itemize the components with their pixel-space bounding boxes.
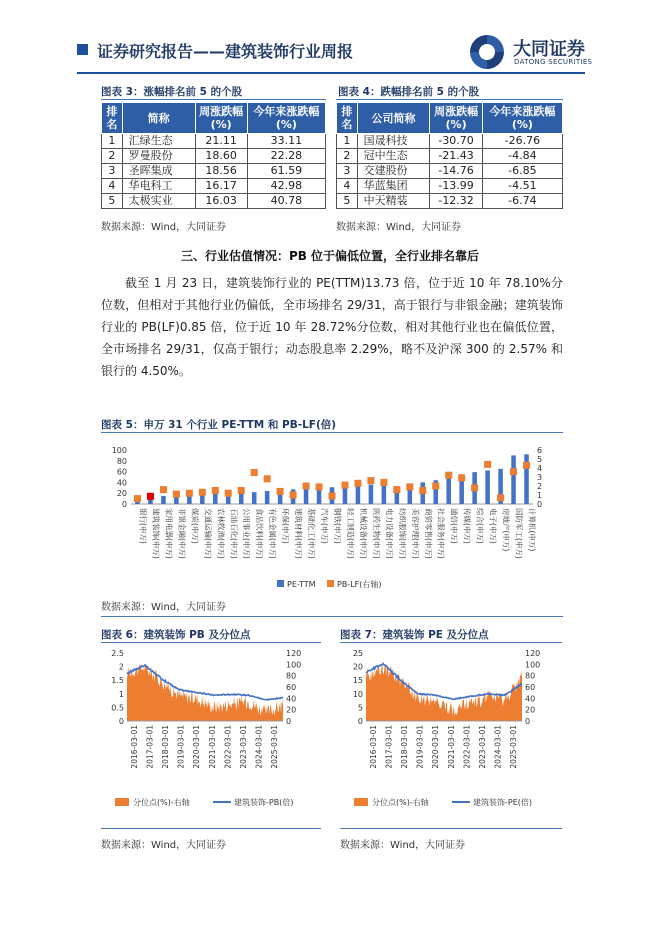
y-tick-label: 0 — [357, 717, 363, 726]
table-cell: 2 — [337, 149, 358, 164]
table-header-row — [337, 103, 563, 134]
y-tick-label: 15 — [352, 676, 363, 686]
marker-pb-lf — [251, 469, 258, 476]
table-cell: 42.98 — [247, 179, 325, 194]
x-tick-label: 商贸零售(申万) — [423, 508, 433, 559]
table-cell: 61.59 — [247, 164, 325, 179]
marker-pb-lf — [238, 487, 245, 494]
x-tick-label: 机械设备(申万) — [358, 508, 368, 559]
legend-label-pb: PB-LF(右轴) — [337, 580, 382, 589]
x-tick-label: 汽车(申万) — [320, 508, 330, 544]
marker-pb-lf — [186, 490, 193, 497]
report-title: 证券研究报告——建筑装饰行业周报 — [97, 42, 354, 61]
table-cell: 华电科工 — [122, 179, 195, 194]
x-tick-label: 综合(申万) — [475, 508, 485, 544]
x-tick-label: 2021-03-01 — [207, 725, 217, 769]
marker-pb-lf — [160, 486, 167, 493]
x-tick-label: 2024-03-01 — [254, 725, 264, 769]
y2-tick-label: 40 — [525, 694, 536, 704]
x-tick-label: 医药生物(申万) — [371, 508, 381, 559]
x-tick-label: 2023-03-01 — [478, 725, 487, 769]
chart7-svg — [340, 645, 562, 815]
marker-pb-lf — [458, 474, 465, 481]
bar-pe-ttm — [511, 455, 516, 504]
table-cell: -6.74 — [482, 194, 562, 209]
x-tick-label: 2016-03-01 — [368, 725, 378, 769]
table-cell: 3 — [102, 164, 123, 179]
chart6-svg — [101, 645, 321, 815]
x-tick-label: 2018-03-01 — [400, 725, 409, 769]
x-tick-label: 计算机(申万) — [527, 508, 537, 552]
table-cell: 21.11 — [195, 134, 247, 149]
x-tick-label: 2019-03-01 — [415, 725, 425, 769]
bar-pe-ttm — [446, 478, 451, 504]
y2-tick-label: 60 — [286, 683, 297, 692]
x-tick-label: 2019-03-01 — [176, 725, 186, 769]
section-paragraph: 截至 1 月 23 日，建筑装饰行业的 PE(TTM)13.73 倍，位于近 10 年 78.10%分位数，但相对于其他行业仍偏低，全市场排名 29/31，高于银行与非银金融；建筑装饰行业的 PB(LF)0.85 倍，位于近 10 年 28.72%分位数，相对其他行业也在偏低位置，全市场排名 29/31，仅高于银行；动态股息率 2.29%，略不及沪深 300 的 2.57% 和银行的 4.50%。 — [101, 276, 563, 378]
y2-tick-label: 3 — [537, 473, 543, 482]
table-cell: 中天精装 — [357, 194, 430, 209]
legend-swatch-pe — [277, 580, 284, 587]
table-cell: 2 — [102, 149, 123, 164]
x-tick-label: 2017-03-01 — [384, 725, 394, 769]
y-tick-label: 25 — [352, 649, 363, 658]
x-tick-label: 非银金融(申万) — [177, 508, 187, 559]
table-cell: 18.60 — [195, 149, 247, 164]
table-cell: 4 — [102, 179, 123, 194]
x-tick-label: 轻工制造(申万) — [345, 508, 355, 559]
marker-pb-lf — [523, 462, 530, 469]
table-row — [337, 179, 563, 194]
y-tick-label: 0 — [118, 717, 124, 726]
table-header-cell: 今年来涨跌幅(%) — [482, 103, 562, 134]
table-cell: 5 — [337, 194, 358, 209]
y2-tick-label: 0 — [525, 717, 531, 726]
table4-rule — [336, 99, 563, 100]
x-tick-label: 农林牧渔(申万) — [216, 508, 226, 559]
marker-pb-lf — [497, 494, 504, 501]
legend-label-percentile: 分位点(%)-右轴 — [372, 798, 429, 807]
table-cell: 冠中生态 — [357, 149, 430, 164]
x-tick-label: 银行(申万) — [138, 508, 148, 544]
table-header-cell: 今年来涨跌幅(%) — [247, 103, 325, 134]
x-tick-label: 家用电器(申万) — [164, 508, 174, 559]
bar-pe-ttm — [213, 493, 218, 504]
x-tick-label: 石油石化(申万) — [229, 508, 239, 559]
y-tick-label: 80 — [116, 456, 127, 466]
y-tick-label: 100 — [111, 446, 127, 455]
table-cell: 16.03 — [195, 194, 247, 209]
x-tick-label: 2024-03-01 — [493, 725, 503, 769]
bar-pe-ttm — [524, 454, 529, 504]
table3 — [101, 102, 326, 209]
y2-tick-label: 0 — [286, 717, 292, 726]
y-tick-label: 10 — [352, 689, 363, 699]
legend-label-line: 建筑装饰-PB(倍) — [234, 798, 294, 807]
chart5-bottom-rule — [101, 616, 563, 617]
y-tick-label: 1.5 — [111, 676, 124, 686]
table-cell: -14.76 — [430, 164, 482, 179]
table-cell: 汇绿生态 — [122, 134, 195, 149]
table-header-row — [102, 103, 326, 134]
chart6-bottom-rule — [101, 828, 321, 829]
y2-tick-label: 2 — [537, 482, 543, 491]
y-tick-label: 2 — [118, 662, 124, 672]
company-logo — [467, 32, 607, 72]
table-header-cell: 周涨跌幅(%) — [195, 103, 247, 134]
x-tick-label: 2016-03-01 — [129, 725, 139, 769]
y2-tick-label: 120 — [525, 649, 541, 658]
marker-pb-lf — [367, 477, 374, 484]
table-header-cell: 排名 — [102, 103, 123, 134]
y2-tick-label: 60 — [525, 683, 536, 692]
table-row — [337, 134, 563, 149]
marker-pb-lf — [277, 488, 284, 495]
x-tick-label: 建筑装饰(申万) — [151, 508, 161, 559]
x-tick-label: 2020-03-01 — [431, 725, 441, 769]
bar-pe-ttm — [239, 493, 244, 504]
marker-pb-lf — [173, 491, 180, 498]
x-tick-label: 钢铁(申万) — [333, 508, 342, 544]
x-tick-label: 房地产(申万) — [501, 508, 511, 552]
logo-mark-icon — [467, 32, 507, 72]
table-cell: 1 — [337, 134, 358, 149]
table-cell: -4.84 — [482, 149, 562, 164]
y2-tick-label: 4 — [537, 464, 543, 473]
chart5-title: 图表 5：申万 31 个行业 PE-TTM 和 PB-LF(倍) — [101, 419, 337, 431]
table-cell: 22.28 — [247, 149, 325, 164]
y-tick-label: 5 — [357, 703, 363, 713]
table3-rule — [101, 99, 326, 100]
bar-pe-ttm — [304, 488, 309, 504]
table-row — [102, 194, 326, 209]
bar-pe-ttm — [382, 484, 387, 504]
table-row — [337, 149, 563, 164]
table-cell: 交建股份 — [357, 164, 430, 179]
marker-pb-lf — [147, 493, 154, 500]
bar-pe-ttm — [252, 492, 257, 504]
y2-tick-label: 20 — [286, 705, 297, 715]
table-cell: 罗曼股份 — [122, 149, 195, 164]
x-tick-label: 食品饮料(申万) — [255, 508, 265, 559]
y2-tick-label: 40 — [286, 694, 297, 704]
table-cell: 5 — [102, 194, 123, 209]
x-tick-label: 2022-03-01 — [223, 725, 233, 769]
bar-pe-ttm — [369, 485, 374, 504]
table-cell: -6.85 — [482, 164, 562, 179]
chart7-source: 数据来源：Wind，大同证券 — [340, 840, 466, 851]
marker-pb-lf — [341, 482, 348, 489]
x-tick-label: 有色金属(申万) — [268, 508, 278, 559]
table-row — [102, 164, 326, 179]
table-cell: -13.99 — [430, 179, 482, 194]
x-tick-label: 纺织服饰(申万) — [397, 508, 407, 559]
table-cell: 3 — [337, 164, 358, 179]
y-tick-label: 0.5 — [111, 703, 124, 713]
marker-pb-lf — [419, 487, 426, 494]
table-cell: 40.78 — [247, 194, 325, 209]
y2-tick-label: 5 — [537, 455, 543, 464]
y-tick-label: 2.5 — [111, 649, 124, 658]
marker-pb-lf — [225, 490, 232, 497]
x-tick-label: 国防军工(申万) — [514, 508, 524, 559]
chart5-source: 数据来源：Wind，大同证券 — [101, 602, 227, 613]
marker-pb-lf — [134, 495, 141, 502]
y-tick-label: 40 — [116, 478, 127, 488]
y2-tick-label: 6 — [537, 446, 543, 455]
table-header-cell: 简称 — [122, 103, 195, 134]
y2-tick-label: 100 — [286, 660, 302, 670]
x-tick-label: 2025-03-01 — [509, 725, 519, 769]
section-heading: 三、行业估值情况：PB 位于偏低位置，全行业排名靠后 — [180, 249, 480, 263]
x-tick-label: 传媒(申万) — [462, 508, 472, 544]
x-tick-label: 公用事业(申万) — [242, 508, 252, 559]
x-tick-label: 2017-03-01 — [145, 725, 155, 769]
table-cell: -26.76 — [482, 134, 562, 149]
y2-tick-label: 20 — [525, 705, 536, 715]
bar-pe-ttm — [161, 496, 166, 504]
table-header-cell: 周涨跌幅(%) — [430, 103, 482, 134]
table-cell: -12.32 — [430, 194, 482, 209]
y-tick-label: 20 — [116, 489, 127, 499]
marker-pb-lf — [380, 479, 387, 486]
x-tick-label: 2025-03-01 — [270, 725, 280, 769]
table-cell: -21.43 — [430, 149, 482, 164]
marker-pb-lf — [393, 486, 400, 493]
marker-pb-lf — [290, 492, 297, 499]
y2-tick-label: 1 — [537, 491, 543, 500]
chart6-source: 数据来源：Wind，大同证券 — [101, 840, 227, 851]
x-tick-label: 2018-03-01 — [161, 725, 170, 769]
y-tick-label: 20 — [352, 662, 363, 672]
y-tick-label: 0 — [121, 500, 127, 509]
table-header-cell: 排名 — [337, 103, 358, 134]
bar-pe-ttm — [485, 471, 490, 504]
table-cell: 太极实业 — [122, 194, 195, 209]
table-cell: 4 — [337, 179, 358, 194]
marker-pb-lf — [471, 484, 478, 491]
legend-label-line: 建筑装饰-PE(倍) — [473, 798, 533, 807]
x-tick-label: 基础化工(申万) — [307, 508, 317, 559]
x-tick-label: 电力设备(申万) — [384, 508, 394, 559]
marker-pb-lf — [432, 483, 439, 490]
y2-tick-label: 0 — [537, 500, 543, 509]
bar-pe-ttm — [265, 491, 270, 504]
marker-pb-lf — [354, 480, 361, 487]
table-row — [337, 194, 563, 209]
legend-label-percentile: 分位点(%)-右轴 — [133, 798, 190, 807]
y2-tick-label: 120 — [286, 649, 302, 658]
header-rule — [77, 72, 585, 74]
marker-pb-lf — [329, 492, 336, 499]
table-cell: -4.51 — [482, 179, 562, 194]
table-row — [102, 149, 326, 164]
x-tick-label: 2020-03-01 — [192, 725, 202, 769]
table-row — [102, 179, 326, 194]
marker-pb-lf — [445, 472, 452, 479]
legend-swatch-pb — [327, 580, 334, 587]
percentile-area — [366, 664, 522, 721]
legend-label-pe: PE-TTM — [287, 580, 316, 589]
x-tick-label: 交通运输(申万) — [203, 508, 213, 559]
x-tick-label: 煤炭(申万) — [190, 508, 200, 544]
chart7-bottom-rule — [340, 828, 562, 829]
legend-swatch-percentile — [354, 798, 368, 806]
table-cell: 18.56 — [195, 164, 247, 179]
x-tick-label: 2021-03-01 — [446, 725, 456, 769]
y-tick-label: 60 — [116, 467, 127, 477]
bar-pe-ttm — [356, 485, 361, 504]
marker-pb-lf — [199, 489, 206, 496]
y2-tick-label: 80 — [286, 671, 297, 681]
marker-pb-lf — [510, 468, 517, 475]
y2-tick-label: 80 — [525, 671, 536, 681]
table-row — [102, 134, 326, 149]
table3-source: 数据来源：Wind，大同证券 — [101, 222, 227, 233]
x-tick-label: 通信(申万) — [449, 508, 459, 544]
table4 — [336, 102, 563, 209]
chart7-title: 图表 7：建筑装饰 PE 及分位点 — [340, 629, 489, 641]
x-tick-label: 美容护理(申万) — [410, 508, 420, 559]
logo-subtitle: DATONG SECURITIES — [514, 58, 593, 66]
marker-pb-lf — [264, 475, 271, 482]
marker-pb-lf — [212, 487, 219, 494]
y2-tick-label: 100 — [525, 660, 541, 670]
legend-swatch-percentile — [115, 798, 129, 806]
x-tick-label: 社会服务(申万) — [436, 508, 446, 559]
table4-source: 数据来源：Wind，大同证券 — [336, 222, 462, 233]
table-header-cell: 公司简称 — [357, 103, 430, 134]
table3-title: 图表 3：涨幅排名前 5 的个股 — [101, 86, 243, 98]
table-cell: -30.70 — [430, 134, 482, 149]
x-tick-label: 电子(申万) — [488, 508, 498, 544]
y-tick-label: 1 — [118, 689, 124, 699]
chart6-rule — [101, 642, 321, 643]
x-tick-label: 环保(申万) — [281, 508, 291, 544]
x-tick-label: 2022-03-01 — [462, 725, 472, 769]
table-cell: 华蓝集团 — [357, 179, 430, 194]
marker-pb-lf — [303, 483, 310, 490]
table-cell: 16.17 — [195, 179, 247, 194]
x-tick-label: 2023-03-01 — [239, 725, 248, 769]
table-cell: 圣晖集成 — [122, 164, 195, 179]
bar-pe-ttm — [200, 495, 205, 504]
table-cell: 国晟科技 — [357, 134, 430, 149]
x-tick-label: 建筑材料(申万) — [294, 508, 304, 559]
marker-pb-lf — [316, 483, 323, 490]
table-cell: 1 — [102, 134, 123, 149]
chart7-rule — [340, 642, 562, 643]
logo-name: 大同证券 — [513, 39, 585, 60]
chart5-rule — [101, 432, 563, 433]
table-cell: 33.11 — [247, 134, 325, 149]
marker-pb-lf — [406, 483, 413, 490]
marker-pb-lf — [484, 461, 491, 468]
chart5-svg — [101, 436, 563, 596]
chart6-title: 图表 6：建筑装饰 PB 及分位点 — [101, 629, 251, 641]
header-square-icon — [77, 44, 88, 55]
table-row — [337, 164, 563, 179]
table4-title: 图表 4：跌幅排名前 5 的个股 — [338, 86, 480, 98]
